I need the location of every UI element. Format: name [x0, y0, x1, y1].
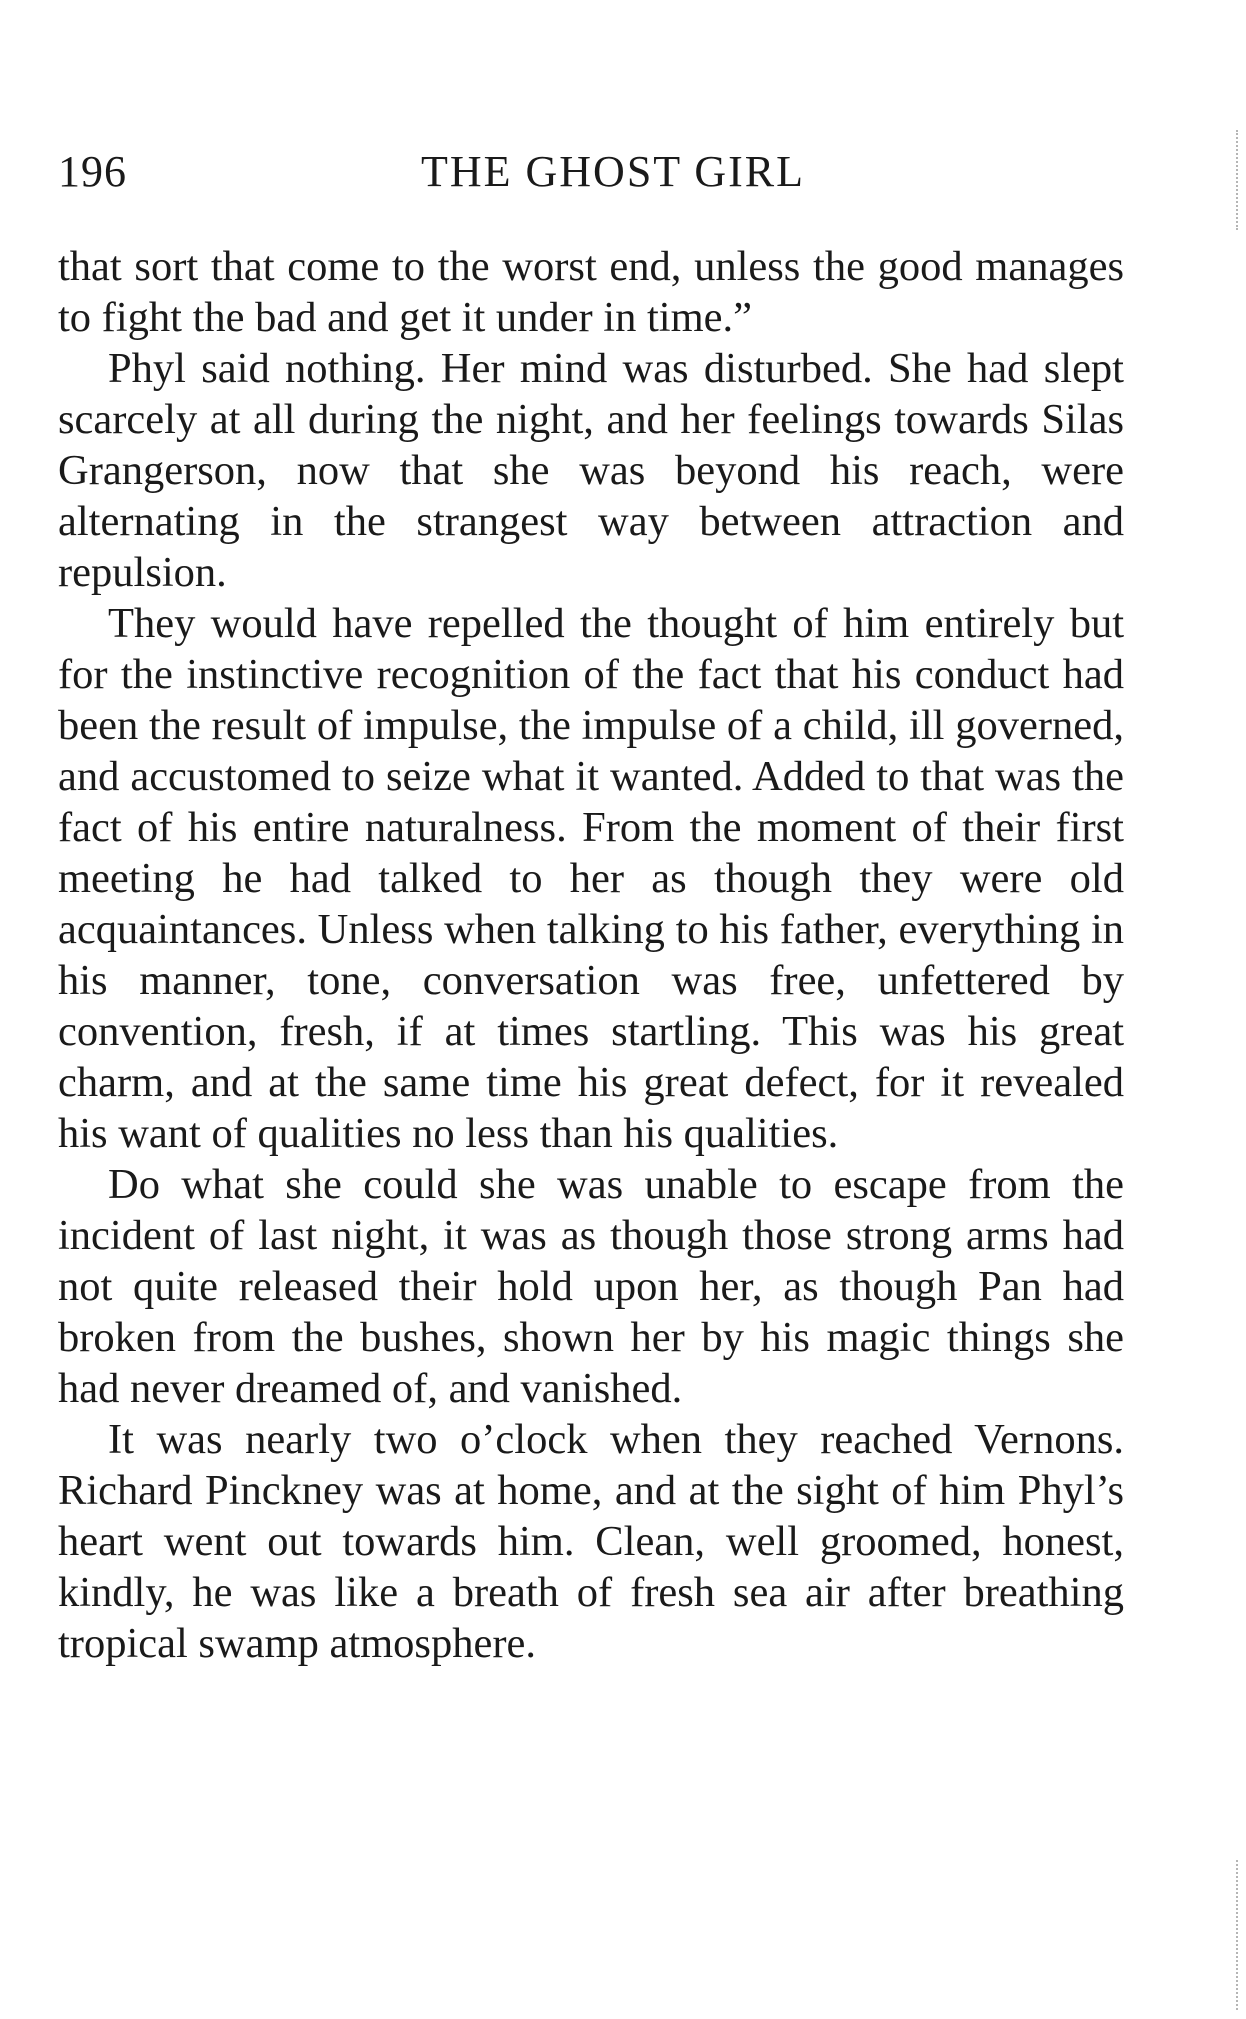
paragraph: Phyl said nothing. Her mind was disturbed. She had slept scarcely at all during the night, and her feelings towards Silas Grangerson, now that she was beyond his reach, were alternating in the strangest way between attraction and repulsion.	[58, 345, 1124, 596]
paragraph: It was nearly two o’clock when they reached Vernons. Richard Pinckney was at home, and at the sight of him Phyl’s heart went out towards him. Clean, well groomed, honest, kindly, he was like a breath of fresh sea air after breathing tropical swamp atmosphere.	[58, 1416, 1124, 1667]
paragraph: They would have repelled the thought of him entirely but for the instinctive recognition of the fact that his conduct had been the result of impulse, the impulse of a child, ill governed, and accustomed to seize what it wanted. Added to that was the fact of his entire naturalness. From the moment of their first meeting he had talked to her as though they were old acquaintances. Unless when talking to his father, everything in his manner, tone, conversation was free, unfettered by convention, fresh, if at times startling. This was his great charm, and at the same time his great defect, for it revealed his want of qualities no less than his qualities.	[58, 600, 1124, 1157]
paragraph: that sort that come to the worst end, unless the good manages to fight the bad and get it under in time.”	[58, 243, 1124, 341]
paragraph: Do what she could she was unable to escape from the incident of last night, it was as though those strong arms had not quite released their hold upon her, as though Pan had broken from the bushes, shown her by his magic things she had never dreamed of, and vanished.	[58, 1161, 1124, 1412]
scan-margin-marks	[1230, 1860, 1238, 2010]
body-text	[58, 241, 1124, 1669]
running-title: THE GHOST GIRL	[420, 147, 806, 196]
page-number: 196	[58, 147, 127, 196]
scan-margin-marks	[1230, 130, 1238, 230]
page-header	[58, 146, 1108, 206]
